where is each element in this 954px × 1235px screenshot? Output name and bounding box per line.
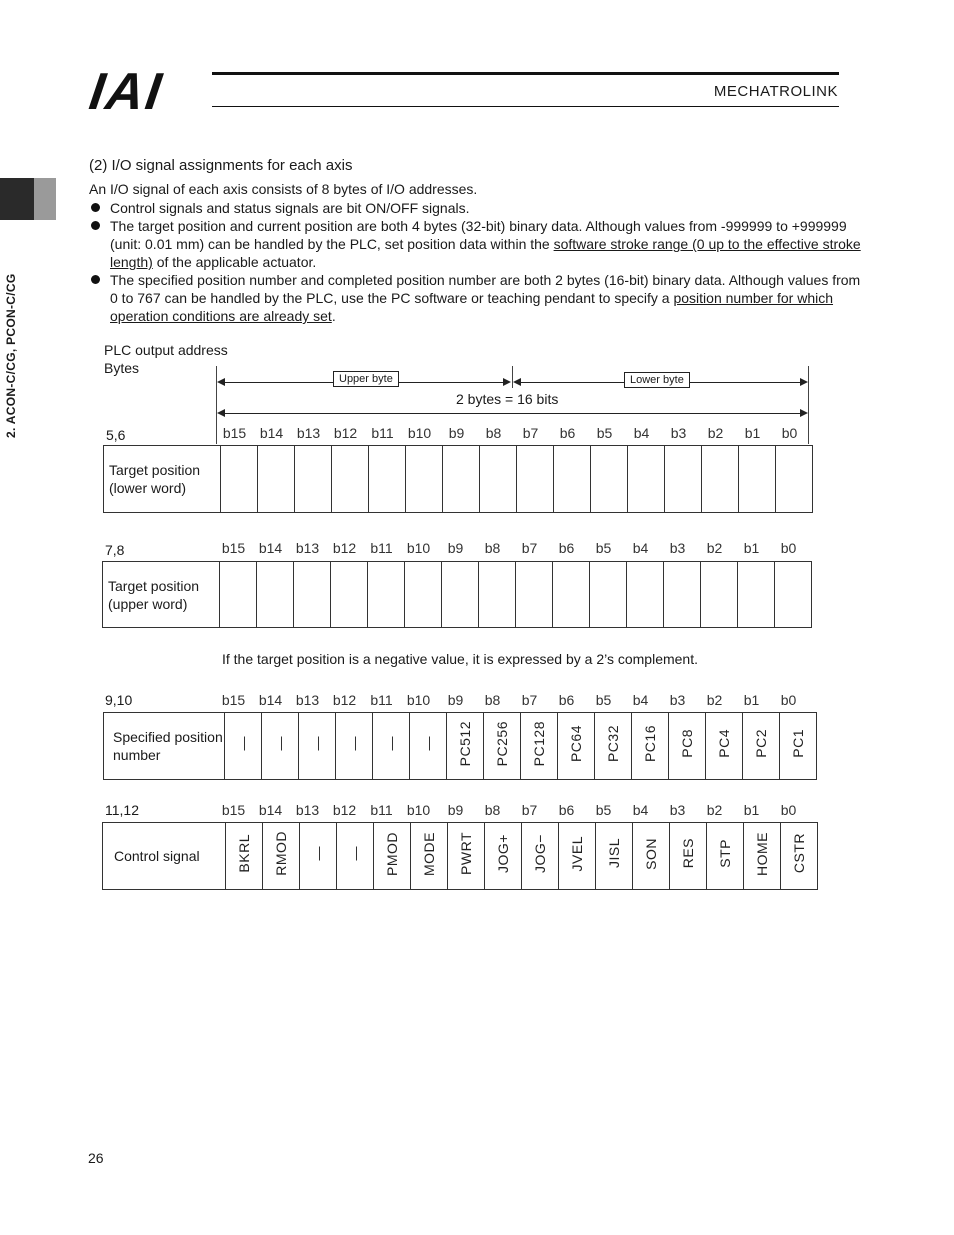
bit-number: b9	[447, 692, 464, 708]
bit-number: b8	[484, 540, 501, 556]
bit-signal: JOG−	[532, 834, 548, 873]
register-address: 11,12	[105, 802, 139, 818]
bit-number: b9	[447, 540, 464, 556]
bit-cell	[331, 562, 368, 628]
chapter-tab-label: 2. ACON-C/CG, PCON-C/CG	[4, 273, 18, 438]
bit-cell	[591, 446, 628, 513]
bit-number: b8	[485, 425, 502, 441]
bit-cell	[744, 823, 781, 890]
bit-number: b0	[780, 692, 797, 708]
bit-cell	[225, 713, 262, 780]
bit-cell	[447, 713, 484, 780]
bit-cell	[670, 823, 707, 890]
bit-signal: PC16	[642, 724, 658, 763]
bit-number: b14	[258, 540, 283, 556]
arrow-right-icon	[800, 409, 808, 417]
bit-signal: JOG+	[495, 834, 511, 873]
bit-cell	[257, 562, 294, 628]
bit-signal: HOME	[754, 831, 770, 876]
bit-number: b7	[521, 802, 538, 818]
bit-cell	[664, 562, 701, 628]
bit-number: b3	[669, 540, 686, 556]
bit-number: b15	[221, 692, 246, 708]
bit-cell	[739, 446, 776, 513]
bit-cell	[522, 823, 559, 890]
bit-signal: PC128	[531, 720, 547, 767]
bit-signal: SON	[643, 837, 659, 870]
bit-cell	[299, 713, 336, 780]
bit-signal: —	[346, 736, 362, 751]
bit-number: b11	[371, 425, 394, 441]
bit-number: b4	[632, 802, 649, 818]
bit-number: b0	[780, 802, 797, 818]
bit-number: b5	[595, 692, 612, 708]
bit-number: b5	[596, 425, 613, 441]
register-label: Control signal	[103, 823, 226, 890]
bullet-text: of the applicable actuator.	[152, 254, 317, 270]
underlined-text: software stroke range (0 up to the effective stroke length)	[110, 236, 861, 270]
bit-cell	[485, 823, 522, 890]
arrow-left-icon	[217, 378, 225, 386]
bit-number: b14	[259, 425, 284, 441]
bit-signal: —	[347, 846, 363, 861]
bit-number: b7	[522, 425, 539, 441]
bit-number-row	[215, 540, 807, 556]
bit-number: b11	[370, 692, 393, 708]
bit-cell	[443, 446, 480, 513]
bit-cell	[595, 713, 632, 780]
register-label: Target position (upper word)	[103, 562, 220, 628]
bit-number: b9	[448, 425, 465, 441]
arrow-right-icon	[503, 378, 511, 386]
bit-number: b14	[258, 802, 283, 818]
bit-cell	[706, 713, 743, 780]
bullet-text: The target position and current position are both 4 bytes (32-bit) binary data. Although values from -999999 to +999999 (unit: 0.01 mm) can be handled by the PLC, set position data within the	[110, 218, 847, 252]
bit-signal: —	[309, 736, 325, 751]
bit-cell	[590, 562, 627, 628]
bit-number: b15	[221, 540, 246, 556]
bit-cell	[553, 562, 590, 628]
bit-cell	[632, 713, 669, 780]
page-number: 26	[88, 1150, 104, 1166]
bit-signal: BKRL	[236, 834, 252, 873]
bit-signal: MODE	[421, 831, 437, 876]
bullet-text: The specified position number and completed position number are both 2 bytes (16-bit) binary data. Although values from 0 to 767 can be handled by the PLC, use the PC software or teaching pendant to specify a	[110, 272, 861, 306]
bit-cell	[336, 713, 373, 780]
bit-number: b13	[295, 540, 320, 556]
bit-signal: PC4	[716, 729, 732, 758]
bit-cell	[521, 713, 558, 780]
register-table	[102, 561, 812, 628]
bit-cell	[484, 713, 521, 780]
bit-cell	[405, 562, 442, 628]
bit-number-row	[215, 802, 807, 818]
bit-signal: PWRT	[458, 832, 474, 875]
diagram-right-boundary	[808, 366, 809, 444]
register-table	[103, 445, 813, 513]
bullet-dot-icon	[91, 275, 100, 284]
bit-cell	[627, 562, 664, 628]
bullet-item	[89, 271, 869, 325]
bit-cell	[374, 823, 411, 890]
bit-number: b5	[595, 540, 612, 556]
lower-byte-label: Lower byte	[624, 372, 690, 388]
word-arrow-line	[220, 413, 804, 414]
bit-signal: PC256	[494, 720, 510, 767]
bit-signal: CSTR	[791, 833, 807, 874]
bit-signal: PC32	[605, 724, 621, 763]
bit-number: b7	[521, 692, 538, 708]
bit-signal: STP	[717, 839, 733, 868]
bit-number: b12	[333, 425, 358, 441]
bit-cell	[263, 823, 300, 890]
bit-signal: —	[235, 736, 251, 751]
bullet-text: .	[331, 308, 336, 324]
bit-cell	[442, 562, 479, 628]
bits-span-label: 2 bytes = 16 bits	[456, 391, 559, 407]
upper-byte-label: Upper byte	[333, 371, 399, 387]
bit-number: b3	[669, 692, 686, 708]
bit-number: b8	[484, 802, 501, 818]
bit-cell	[781, 823, 818, 890]
bit-signal: PC2	[753, 729, 769, 758]
bit-number: b1	[743, 802, 760, 818]
bit-cell	[479, 562, 516, 628]
register-label: Target position (lower word)	[104, 446, 221, 513]
bit-signal: RMOD	[273, 831, 289, 876]
bit-number-row	[216, 425, 808, 441]
bit-number: b6	[558, 802, 575, 818]
bullet-dot-icon	[91, 203, 100, 212]
bit-signal: RES	[680, 838, 696, 869]
chapter-tab-dark	[0, 178, 34, 220]
section-title: (2) I/O signal assignments for each axis	[89, 157, 353, 174]
bit-number: b4	[633, 425, 650, 441]
bit-signal: —	[420, 736, 436, 751]
bit-signal: PMOD	[384, 831, 400, 876]
bullet-text: Control signals and status signals are bit ON/OFF signals.	[110, 200, 470, 216]
chapter-tab-gray	[34, 178, 56, 220]
bit-cell	[558, 713, 595, 780]
bytes-label: Bytes	[104, 360, 140, 376]
bit-cell	[411, 823, 448, 890]
bit-number: b6	[559, 425, 576, 441]
register-address: 9,10	[105, 692, 133, 708]
bit-cell	[669, 713, 706, 780]
register-address: 5,6	[106, 427, 126, 443]
bit-cell	[262, 713, 299, 780]
bit-number: b6	[558, 692, 575, 708]
bit-number: b10	[406, 692, 431, 708]
bit-cell	[294, 562, 331, 628]
bit-number: b1	[743, 540, 760, 556]
bit-number: b2	[706, 540, 723, 556]
bit-number: b2	[706, 802, 723, 818]
bit-number: b11	[370, 802, 393, 818]
bit-signal: —	[272, 736, 288, 751]
bit-cell	[776, 446, 813, 513]
register-label: Specified position number	[104, 713, 225, 780]
bit-number: b10	[406, 540, 431, 556]
bit-cell	[554, 446, 591, 513]
bullet-item	[89, 199, 869, 217]
bit-number: b12	[332, 692, 357, 708]
bullet-dot-icon	[91, 221, 100, 230]
bit-cell	[448, 823, 485, 890]
bit-number: b13	[295, 802, 320, 818]
bit-number: b13	[296, 425, 321, 441]
section-intro: An I/O signal of each axis consists of 8 bytes of I/O addresses.	[89, 181, 478, 197]
bit-cell	[295, 446, 332, 513]
arrow-left-icon	[513, 378, 521, 386]
header-title: MECHATROLINK	[713, 83, 838, 100]
bit-signal: —	[310, 846, 326, 861]
bit-number: b0	[780, 540, 797, 556]
bit-signal: PC1	[790, 729, 806, 758]
bit-cell	[628, 446, 665, 513]
bit-cell	[780, 713, 817, 780]
bit-signal: PC512	[457, 720, 473, 767]
plc-output-label	[104, 341, 228, 377]
bit-cell	[702, 446, 739, 513]
bullet-list	[89, 199, 869, 325]
bit-signal: —	[383, 736, 399, 751]
bit-number: b15	[221, 802, 246, 818]
bit-cell	[406, 446, 443, 513]
bit-number-row	[215, 692, 807, 708]
bit-number: b13	[295, 692, 320, 708]
bit-cell	[707, 823, 744, 890]
bit-number: b4	[632, 692, 649, 708]
bit-number: b1	[743, 692, 760, 708]
arrow-left-icon	[217, 409, 225, 417]
bit-number: b12	[332, 802, 357, 818]
bit-cell	[596, 823, 633, 890]
bit-number: b2	[707, 425, 724, 441]
bit-signal: PC64	[568, 724, 584, 763]
bit-cell	[221, 446, 258, 513]
bit-cell	[480, 446, 517, 513]
arrow-right-icon	[800, 378, 808, 386]
header-rule-thick	[212, 72, 839, 75]
bit-number: b5	[595, 802, 612, 818]
bit-number: b1	[744, 425, 761, 441]
bit-number: b7	[521, 540, 538, 556]
bit-number: b14	[258, 692, 283, 708]
bit-cell	[337, 823, 374, 890]
bit-signal: JISL	[606, 838, 622, 869]
bit-number: b10	[406, 802, 431, 818]
bit-cell	[775, 562, 812, 628]
bit-number: b2	[706, 692, 723, 708]
bit-cell	[738, 562, 775, 628]
bit-cell	[369, 446, 406, 513]
header-rule-thin	[212, 106, 839, 107]
bit-cell	[559, 823, 596, 890]
iai-logo: IAI	[85, 63, 167, 121]
bit-cell	[665, 446, 702, 513]
register-table	[103, 712, 817, 780]
bit-number: b11	[370, 540, 393, 556]
bit-number: b6	[558, 540, 575, 556]
bit-cell	[300, 823, 337, 890]
bit-number: b3	[669, 802, 686, 818]
bit-cell	[633, 823, 670, 890]
bullet-item	[89, 217, 869, 271]
bit-number: b10	[407, 425, 432, 441]
bit-signal: PC8	[679, 729, 695, 758]
underlined-text: position number for which operation conditions are already set	[110, 290, 834, 324]
bit-number: b15	[222, 425, 247, 441]
register-address: 7,8	[105, 542, 125, 558]
bit-number: b4	[632, 540, 649, 556]
twos-complement-note: If the target position is a negative value, it is expressed by a 2’s complement.	[222, 651, 698, 667]
bit-signal: JVEL	[569, 835, 585, 872]
bit-cell	[516, 562, 553, 628]
bit-number: b9	[447, 802, 464, 818]
register-table	[102, 822, 818, 890]
bit-cell	[701, 562, 738, 628]
bit-cell	[373, 713, 410, 780]
bit-cell	[410, 713, 447, 780]
bit-cell	[517, 446, 554, 513]
bit-number: b0	[781, 425, 798, 441]
bit-cell	[743, 713, 780, 780]
bit-cell	[258, 446, 295, 513]
bit-number: b3	[670, 425, 687, 441]
bit-cell	[332, 446, 369, 513]
bit-cell	[226, 823, 263, 890]
bit-number: b12	[332, 540, 357, 556]
bit-cell	[220, 562, 257, 628]
bit-cell	[368, 562, 405, 628]
bit-number: b8	[484, 692, 501, 708]
plc-output-address-label: PLC output address	[104, 342, 228, 358]
